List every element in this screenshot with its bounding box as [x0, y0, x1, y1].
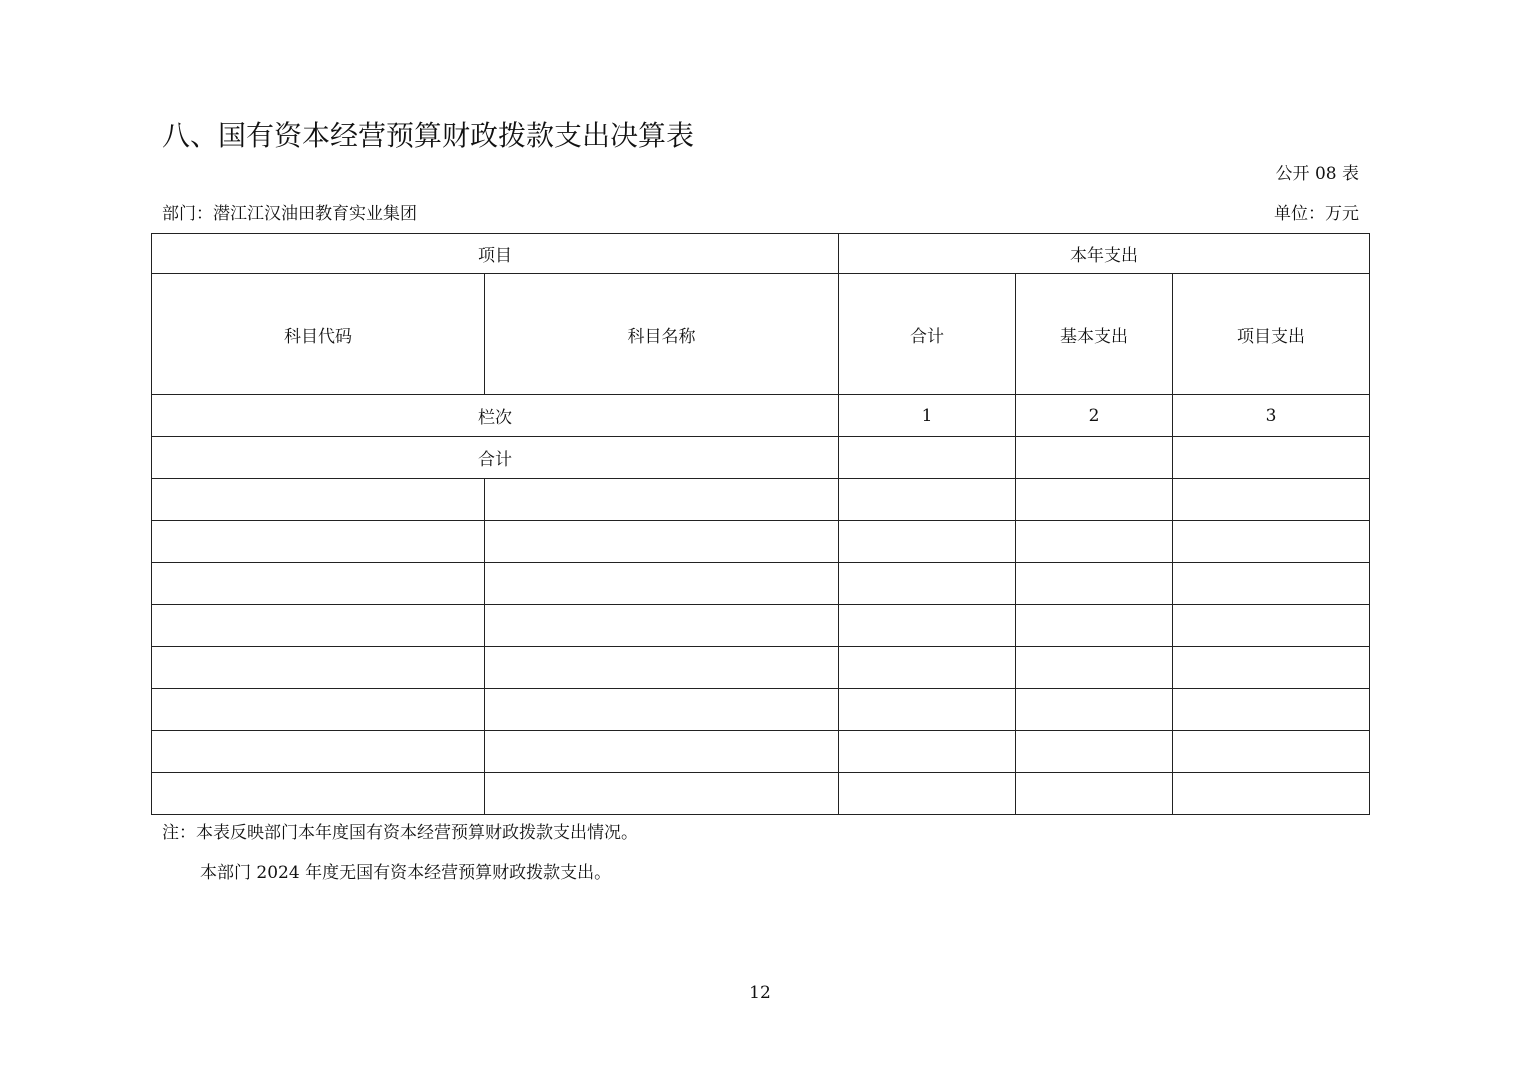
table-cell: [1173, 605, 1370, 647]
column-project: 项目支出: [1173, 274, 1370, 395]
table-note-detail: 本部门 2024 年度无国有资本经营预算财政拨款支出。: [200, 863, 612, 883]
table-cell: [485, 731, 839, 773]
table-index-row: [152, 395, 1370, 437]
column-code: 科目代码: [152, 274, 485, 395]
total-cell: [839, 437, 1016, 479]
column-total: 合计: [839, 274, 1016, 395]
unit-label: 单位：万元: [1274, 204, 1359, 224]
form-number: 公开 08 表: [1275, 164, 1359, 184]
header-item: 项目: [152, 234, 839, 274]
table-cell: [152, 647, 485, 689]
table-cell: [1016, 479, 1173, 521]
table-cell: [1016, 521, 1173, 563]
department-label: 部门：潜江江汉油田教育实业集团: [162, 204, 417, 224]
table-cell: [1173, 563, 1370, 605]
table-cell: [1173, 731, 1370, 773]
table-row: [152, 689, 1370, 731]
table-cell: [839, 647, 1016, 689]
column-name: 科目名称: [485, 274, 839, 395]
column-basic: 基本支出: [1016, 274, 1173, 395]
table-cell: [1016, 563, 1173, 605]
table-cell: [485, 605, 839, 647]
table-cell: [152, 605, 485, 647]
table-note: 注：本表反映部门本年度国有资本经营预算财政拨款支出情况。: [162, 823, 638, 843]
table-cell: [1173, 773, 1370, 815]
index-value: 3: [1173, 395, 1370, 437]
table-cell: [152, 521, 485, 563]
total-label: 合计: [152, 437, 839, 479]
index-value: 1: [839, 395, 1016, 437]
table-cell: [1173, 479, 1370, 521]
table-cell: [839, 563, 1016, 605]
table-cell: [1016, 647, 1173, 689]
table-header-row: [152, 234, 1370, 274]
index-value: 2: [1016, 395, 1173, 437]
table-cell: [839, 479, 1016, 521]
table-cell: [152, 731, 485, 773]
table-cell: [839, 689, 1016, 731]
page-number: 12: [749, 983, 771, 1003]
header-current-year: 本年支出: [839, 234, 1370, 274]
table-cell: [485, 521, 839, 563]
table-cell: [485, 773, 839, 815]
table-row: [152, 605, 1370, 647]
table-cell: [1016, 773, 1173, 815]
table-cell: [152, 773, 485, 815]
table-cell: [485, 689, 839, 731]
table-total-row: [152, 437, 1370, 479]
table-cell: [485, 563, 839, 605]
total-cell: [1173, 437, 1370, 479]
table-cell: [152, 479, 485, 521]
page-title: 八、国有资本经营预算财政拨款支出决算表: [162, 119, 695, 152]
table-row: [152, 479, 1370, 521]
table-cell: [1016, 689, 1173, 731]
table-cell: [152, 563, 485, 605]
table-cell: [1173, 521, 1370, 563]
table-cell: [1173, 647, 1370, 689]
table-cell: [839, 773, 1016, 815]
table-cell: [485, 479, 839, 521]
expenditure-table: [151, 233, 1370, 815]
table-cell: [839, 605, 1016, 647]
table-cell: [1016, 731, 1173, 773]
table-cell: [839, 521, 1016, 563]
table-row: [152, 731, 1370, 773]
table-cell: [839, 731, 1016, 773]
table-cell: [152, 689, 485, 731]
table-row: [152, 563, 1370, 605]
table-cell: [485, 647, 839, 689]
table-row: [152, 647, 1370, 689]
total-cell: [1016, 437, 1173, 479]
table-cell: [1016, 605, 1173, 647]
table-row: [152, 521, 1370, 563]
table-subheader-row: [152, 274, 1370, 395]
table-row: [152, 773, 1370, 815]
table-cell: [1173, 689, 1370, 731]
index-label: 栏次: [152, 395, 839, 437]
